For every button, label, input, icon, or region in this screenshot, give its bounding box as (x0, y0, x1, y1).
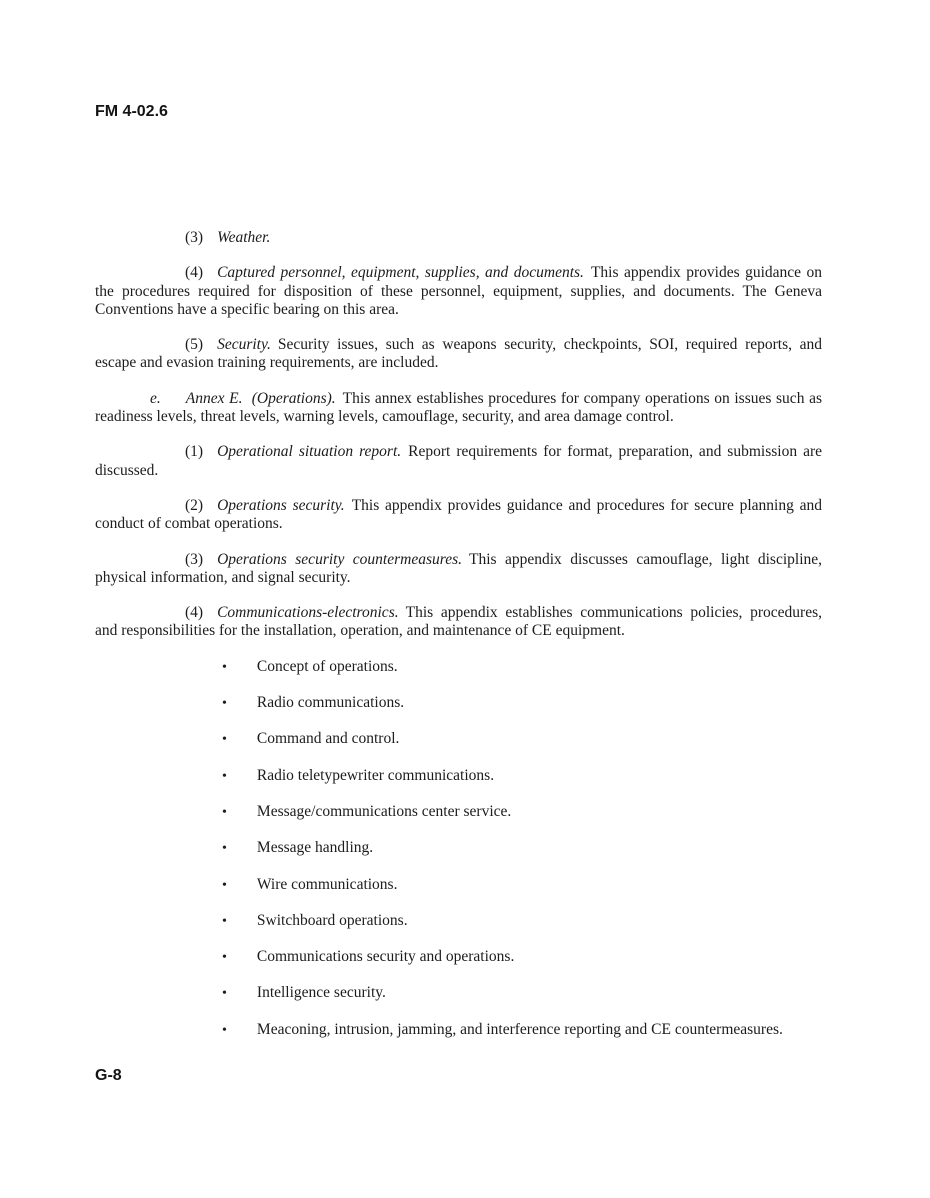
list-item-text: Wire communications. (256, 875, 398, 893)
list-item (95, 767, 822, 786)
bullet-icon: • (222, 913, 227, 929)
paragraph-number: (4) (185, 264, 204, 282)
bullet-icon: • (222, 841, 227, 857)
paragraph-number: e. (150, 389, 161, 407)
paragraph-title: Weather. (217, 229, 271, 246)
paragraph-number: (3) (185, 550, 204, 568)
paragraph-number: (3) (185, 229, 204, 246)
paragraph-body: This annex establishes procedures for company operations on issues such as readiness levels, threat levels, warning levels, camouflage, security, and area damage control. (95, 389, 822, 426)
paragraph-title: Operations security. (217, 496, 345, 514)
bullet-icon: • (222, 659, 227, 675)
paragraph-body: This appendix discusses camouflage, light discipline, physical information, and signal security. (95, 550, 823, 586)
bullet-icon: • (222, 1022, 227, 1038)
bullet-icon: • (222, 986, 227, 1002)
list-item-text: Switchboard operations. (256, 911, 408, 929)
list-item (95, 694, 822, 713)
list-item (95, 912, 822, 931)
list-item-text: Message handling. (256, 839, 374, 857)
paragraph-e-annex (95, 390, 822, 427)
bullet-icon: • (222, 950, 227, 966)
paragraph-number: (4) (185, 604, 204, 622)
paragraph-2-opsec (95, 497, 822, 534)
paragraph-3-weather (95, 229, 822, 247)
doc-header (95, 103, 822, 121)
list-item-text: Concept of operations. (256, 657, 398, 675)
paragraph-body: This appendix provides guidance and procedures for secure planning and conduct of combat operations. (95, 496, 822, 533)
paragraph-title: Security. (217, 336, 271, 354)
list-item-text: Intelligence security. (256, 984, 386, 1002)
doc-number: FM 4-02.6 (95, 103, 168, 120)
doc-footer (95, 1067, 822, 1085)
list-item (95, 876, 822, 895)
paragraph-title: Captured personnel, equipment, supplies, and documents. (217, 264, 584, 282)
list-item-text: Command and control. (256, 730, 400, 748)
paragraph-number: (2) (185, 496, 204, 514)
bullet-icon: • (222, 732, 227, 748)
doc-body (95, 229, 822, 1040)
list-item-text: Meaconing, intrusion, jamming, and interference reporting and CE countermeasures. (256, 1020, 783, 1038)
paragraph-4-captured (95, 264, 822, 319)
bullet-icon: • (222, 877, 227, 893)
list-item-text: Communications security and operations. (256, 948, 515, 966)
bullet-icon: • (222, 696, 227, 712)
paragraph-title: Operations security countermeasures. (217, 550, 462, 568)
list-item (95, 984, 822, 1003)
list-item-text: Message/communications center service. (256, 802, 512, 820)
paragraph-title: Operational situation report. (217, 443, 402, 461)
list-item (95, 948, 822, 967)
list-item-text: Radio teletypewriter communications. (256, 766, 495, 784)
paragraph-body: This appendix provides guidance on the procedures required for disposition of these personnel, equipment, supplies, and documents. The Geneva Conventions have a specific bearing on this area. (95, 264, 822, 318)
paragraph-title: Communications-electronics. (217, 604, 399, 622)
paragraph-3-opsec-countermeasures (95, 551, 822, 588)
paragraph-body: Report requirements for format, preparation, and submission are discussed. (95, 443, 822, 479)
list-item (95, 803, 822, 822)
paragraph-4-communications-electronics (95, 604, 822, 641)
bullet-icon: • (222, 768, 227, 784)
paragraph-title: Annex E. (Operations). (185, 389, 336, 407)
paragraph-5-security (95, 336, 822, 373)
paragraph-body: This appendix establishes communications policies, procedures, and responsibilities for the installation, operation, and maintenance of CE equipment. (95, 604, 822, 640)
list-item (95, 839, 822, 858)
bullet-list (95, 658, 822, 1040)
list-item (95, 730, 822, 749)
paragraph-number: (5) (185, 336, 204, 354)
paragraph-body: Security issues, such as weapons security, checkpoints, SOI, required reports, and escape and evasion training requirements, are included. (95, 336, 822, 372)
list-item-text: Radio communications. (256, 694, 405, 712)
paragraph-1-opsitrep (95, 443, 822, 480)
list-item (95, 658, 822, 677)
paragraph-number: (1) (185, 443, 204, 461)
bullet-icon: • (222, 804, 227, 820)
list-item (95, 1021, 822, 1040)
page-number: G-8 (95, 1067, 122, 1085)
